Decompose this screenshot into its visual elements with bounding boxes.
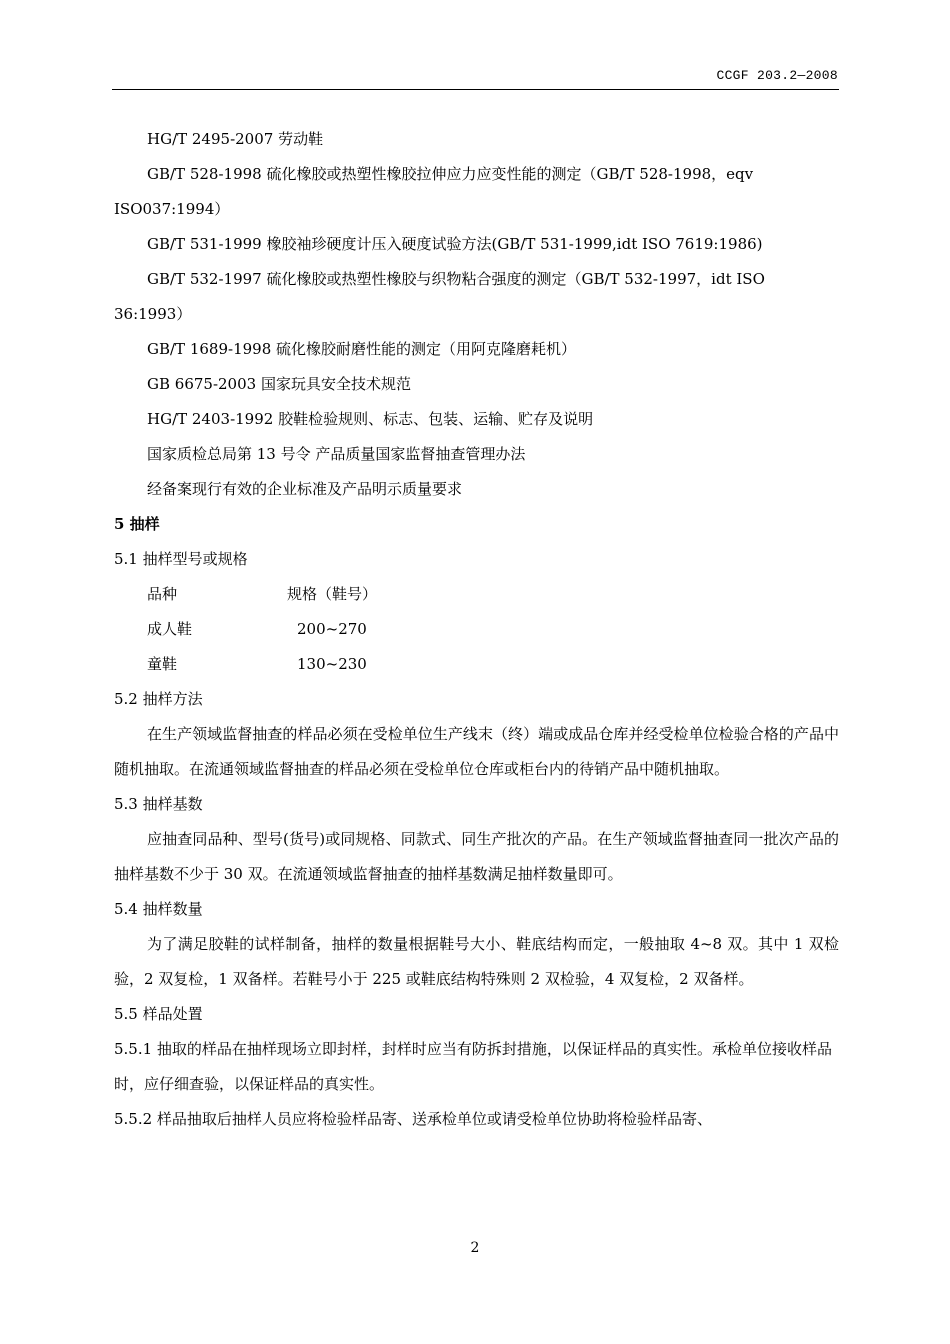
subsection-heading: 5.5 样品处置 — [114, 1005, 203, 1023]
spec-table-header — [114, 577, 839, 612]
reference-item: GB/T 532-1997 硫化橡胶或热塑性橡胶与织物粘合强度的测定（GB/T 532-1997，idt ISO 36:1993） — [114, 270, 765, 323]
subsection-heading: 5.4 抽样数量 — [114, 900, 203, 918]
reference-item: GB/T 1689-1998 硫化橡胶耐磨性能的测定（用阿克隆磨耗机） — [147, 340, 577, 358]
reference-item: 国家质检总局第 13 号令 产品质量国家监督抽查管理办法 — [147, 445, 526, 463]
spec-header-size: 规格（鞋号） — [287, 585, 378, 603]
header-divider — [112, 89, 839, 90]
reference-item: HG/T 2403-1992 胶鞋检验规则、标志、包装、运输、贮存及说明 — [147, 410, 594, 428]
spec-table-row — [114, 612, 839, 647]
reference-item: GB/T 528-1998 硫化橡胶或热塑性橡胶拉伸应力应变性能的测定（GB/T 528-1998，eqv ISO037:1994） — [114, 165, 754, 218]
paragraph: 为了满足胶鞋的试样制备，抽样的数量根据鞋号大小、鞋底结构而定，一般抽取 4~8 双。其中 1 双检验，2 双复检，1 双备样。若鞋号小于 225 或鞋底结构特殊则 2 双检验，4 双复检，2 双备样。 — [114, 935, 839, 988]
subsection-heading: 5.2 抽样方法 — [114, 690, 203, 708]
reference-item: HG/T 2495-2007 劳动鞋 — [147, 130, 324, 148]
reference-item: GB/T 531-1999 橡胶袖珍硬度计压入硬度试验方法(GB/T 531-1999,idt ISO 7619:1986) — [147, 235, 763, 253]
spec-header-variety: 品种 — [147, 585, 178, 603]
page-number: 2 — [470, 1240, 480, 1256]
section-heading: 5 抽样 — [114, 515, 160, 533]
page-content — [114, 122, 839, 1137]
spec-size: 130~230 — [297, 655, 367, 673]
paragraph: 5.5.2 样品抽取后抽样人员应将检验样品寄、送承检单位或请受检单位协助将检验样品寄、 — [114, 1110, 712, 1128]
spec-size: 200~270 — [297, 620, 367, 638]
spec-variety: 成人鞋 — [147, 620, 193, 638]
paragraph: 在生产领域监督抽查的样品必须在受检单位生产线末（终）端或成品仓库并经受检单位检验合格的产品中随机抽取。在流通领域监督抽查的样品必须在受检单位仓库或柜台内的待销产品中随机抽取。 — [114, 725, 839, 778]
spec-variety: 童鞋 — [147, 655, 178, 673]
paragraph: 5.5.1 抽取的样品在抽样现场立即封样，封样时应当有防拆封措施，以保证样品的真实性。承检单位接收样品时，应仔细查验，以保证样品的真实性。 — [114, 1040, 832, 1093]
subsection-heading: 5.1 抽样型号或规格 — [114, 550, 248, 568]
spec-table-row — [114, 647, 839, 682]
reference-item: 经备案现行有效的企业标准及产品明示质量要求 — [147, 480, 463, 498]
paragraph: 应抽查同品种、型号(货号)或同规格、同款式、同生产批次的产品。在生产领域监督抽查同一批次产品的抽样基数不少于 30 双。在流通领域监督抽查的抽样基数满足抽样数量即可。 — [114, 830, 839, 883]
subsection-heading: 5.3 抽样基数 — [114, 795, 203, 813]
reference-item: GB 6675-2003 国家玩具安全技术规范 — [147, 375, 411, 393]
document-code: CCGF 203.2—2008 — [716, 68, 838, 83]
